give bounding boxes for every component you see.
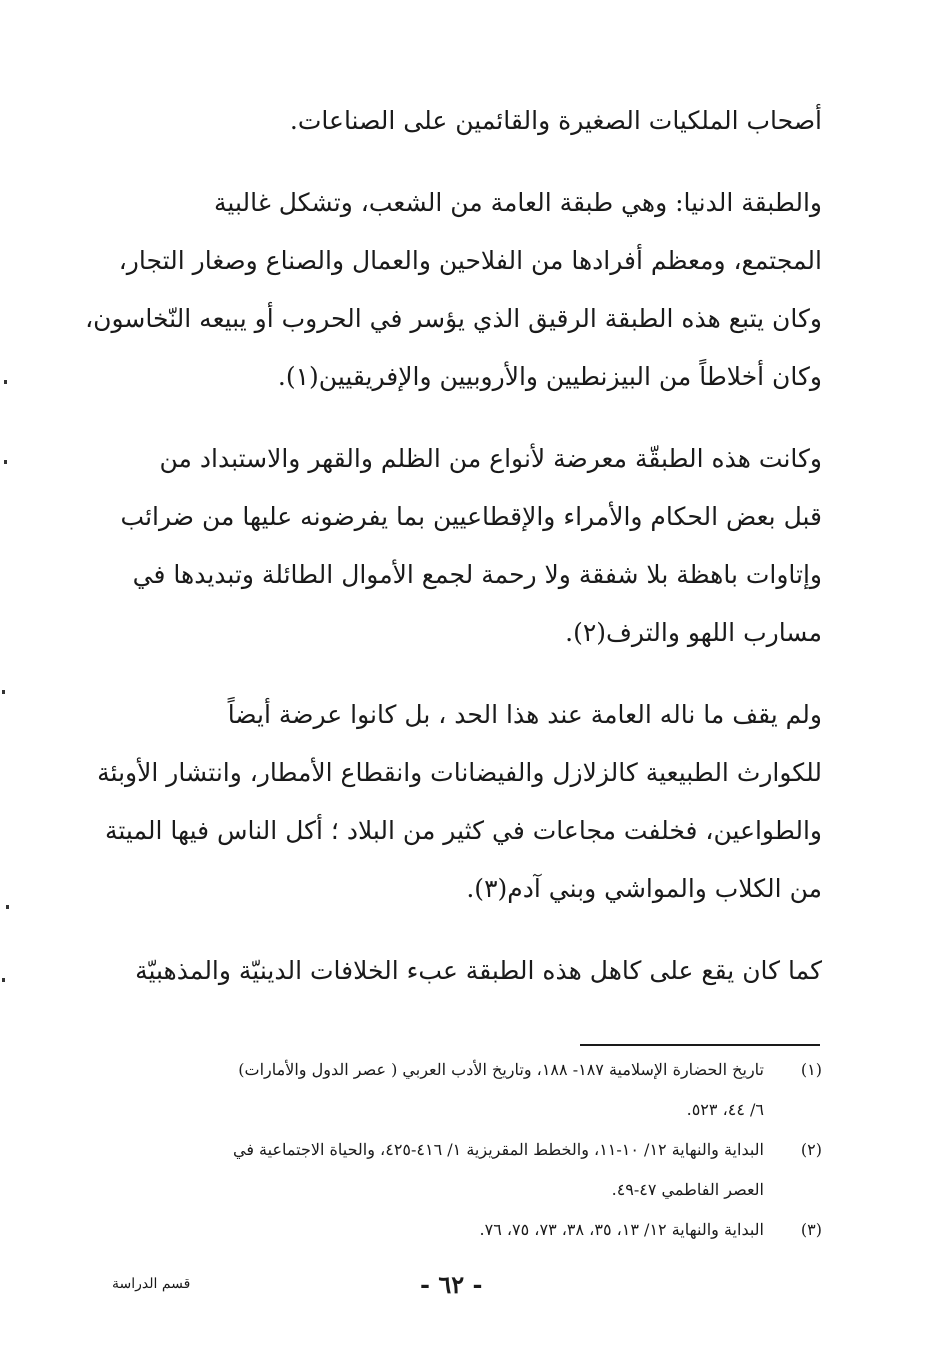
footnote-number: (٢) bbox=[800, 1140, 822, 1159]
footnote-2 bbox=[110, 1130, 822, 1210]
text-line: وكان يتبع هذه الطبقة الرقيق الذي يؤسر في الحروب أو يبيعه النّخاسون، bbox=[85, 304, 822, 333]
scan-speck bbox=[2, 978, 5, 982]
paragraph-5 bbox=[110, 942, 822, 1000]
text-line: والطواعين، فخلفت مجاعات في كثير من البلاد ؛ أكل الناس فيها الميتة bbox=[104, 816, 822, 845]
footnotes bbox=[110, 1050, 822, 1250]
text-line: وكانت هذه الطبقّة معرضة لأنواع من الظلم والقهر والاستبداد من bbox=[159, 444, 822, 473]
text-line: من الكلاب والمواشي وبني آدم(٣). bbox=[466, 874, 822, 903]
footnote-number: (١) bbox=[800, 1060, 822, 1079]
text-line: المجتمع، ومعظم أفرادها من الفلاحين والعمال والصناع وصغار التجار، bbox=[118, 246, 822, 275]
footnote-3 bbox=[110, 1210, 822, 1250]
footnote-line: البداية والنهاية ١٢/ ١٠-١١، والخطط المقريزية ١/ ٤١٦-٤٢٥، والحياة الاجتماعية في bbox=[232, 1140, 764, 1159]
paragraph-2 bbox=[85, 174, 822, 406]
text-line: كما كان يقع على كاهل هذه الطبقة عبء الخلافات الدينيّة والمذهبيّة bbox=[135, 956, 822, 985]
footnote-line: العصر الفاطمي ٤٧-٤٩. bbox=[611, 1180, 764, 1199]
text-line: والطبقة الدنيا: وهي طبقة العامة من الشعب، وتشكل غالبية bbox=[214, 188, 822, 217]
text-line: أصحاب الملكيات الصغيرة والقائمين على الصناعات. bbox=[289, 106, 822, 135]
scan-speck bbox=[4, 460, 7, 464]
scan-speck bbox=[2, 690, 5, 694]
footnote-separator bbox=[580, 1044, 820, 1046]
scan-speck bbox=[4, 380, 7, 384]
text-line: ولم يقف ما ناله العامة عند هذا الحد ، بل كانوا عرضة أيضاً bbox=[227, 700, 822, 729]
text-line: وإتاوات باهظة بلا شفقة ولا رحمة لجمع الأموال الطائلة وتبديدها في bbox=[132, 560, 822, 589]
text-line: مسارب اللهو والترف(٢). bbox=[565, 618, 822, 647]
footnote-line: البداية والنهاية ١٢/ ١٣، ٣٥، ٣٨، ٧٣، ٧٥، ٧٦. bbox=[479, 1220, 764, 1239]
section-label: قسم الدراسة bbox=[112, 1276, 191, 1292]
scan-speck bbox=[6, 905, 9, 909]
footnote-1 bbox=[110, 1050, 822, 1130]
paragraph-4 bbox=[97, 686, 822, 918]
text-line: وكان أخلاطاً من البيزنطيين والأروبيين والإفريقيين(١). bbox=[277, 362, 822, 391]
body-text bbox=[85, 92, 822, 1000]
page-number: - ٦٢ - bbox=[420, 1270, 483, 1299]
text-line: للكوارث الطبيعية كالزلازل والفيضانات وانقطاع الأمطار، وانتشار الأوبئة bbox=[97, 758, 822, 787]
footnote-line: ٦/ ٤٤، ٥٢٣. bbox=[686, 1100, 764, 1119]
footnote-number: (٣) bbox=[800, 1220, 822, 1239]
paragraph-3 bbox=[110, 430, 822, 662]
text-line: قبل بعض الحكام والأمراء والإقطاعيين بما يفرضونه عليها من ضرائب bbox=[120, 502, 822, 531]
footnote-line: تاريخ الحضارة الإسلامية ١٨٧- ١٨٨، وتاريخ الأدب العربي ( عصر الدول والأمارات) bbox=[238, 1060, 764, 1079]
paragraph-1 bbox=[110, 92, 822, 150]
